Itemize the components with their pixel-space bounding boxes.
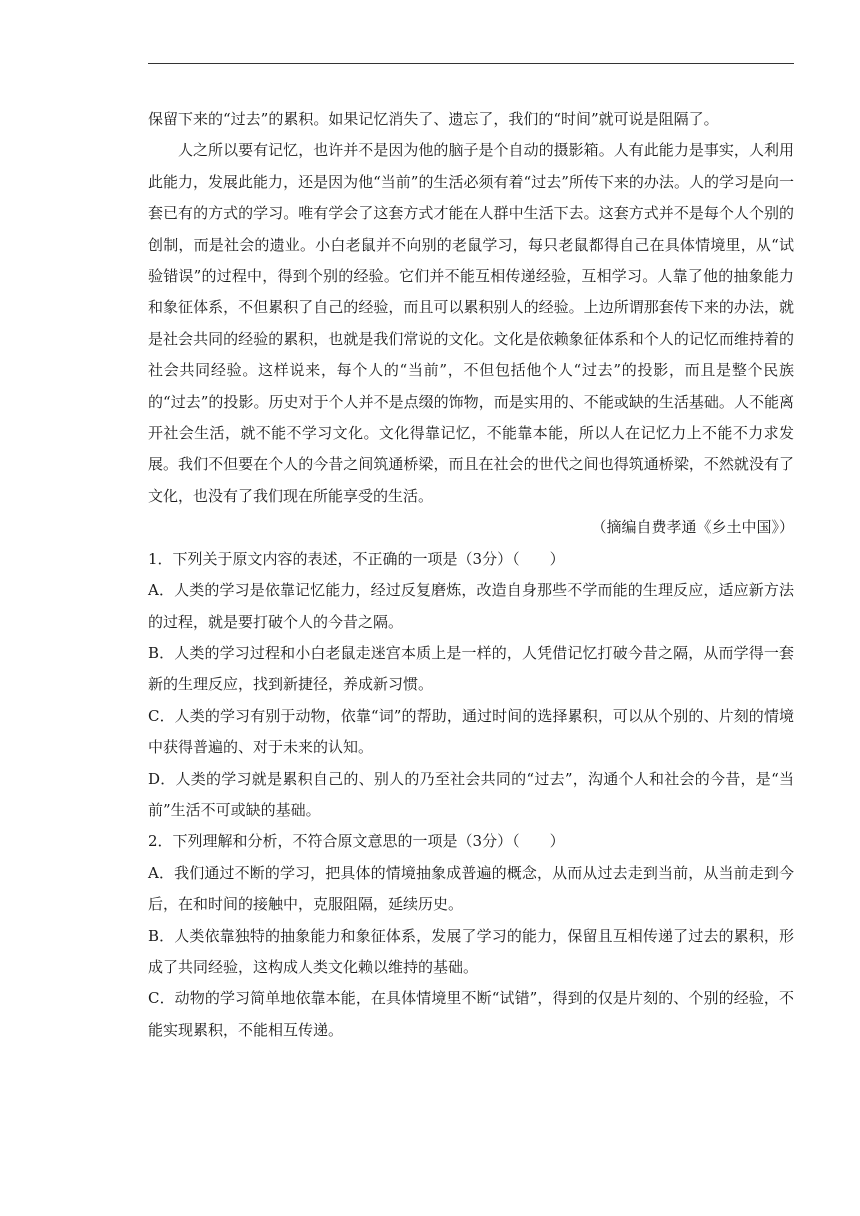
passage-paragraph: 人之所以要有记忆，也许并不是因为他的脑子是个自动的摄影箱。人有此能力是事实，人利用此能力，发展此能力，还是因为他“当前”的生活必须有着“过去”所传下来的办法。人的学习是向一套已有的方式的学习。唯有学会了这套方式才能在人群中生活下去。这套方式并不是每个人个别的创制，而是社会的遗业。小白老鼠并不向别的老鼠学习，每只老鼠都得自己在具体情境里，从“试验错误”的过程中，得到个别的经验。它们并不能互相传递经验，互相学习。人靠了他的抽象能力和象征体系，不但累积了自己的经验，而且可以累积别人的经验。上边所谓那套传下来的办法，就是社会共同的经验的累积，也就是我们常说的文化。文化是依赖象征体系和个人的记忆而维持着的社会共同经验。这样说来，每个人的“当前”，不但包括他个人“过去”的投影，而且是整个民族的“过去”的投影。历史对于个人并不是点缀的饰物，而是实用的、不能或缺的生活基础。人不能离开社会生活，就不能不学习文化。文化得靠记忆，不能靠本能，所以人在记忆力上不能不力求发展。我们不但要在个人的今昔之间筑通桥梁，而且在社会的世代之间也得筑通桥梁，不然就没有了文化，也没有了我们现在所能享受的生活。 bbox=[148, 141, 794, 505]
option-c: C．动物的学习简单地依靠本能，在具体情境里不断“试错”，得到的仅是片刻的、个别的经验，不能实现累积，不能相互传递。 bbox=[148, 989, 794, 1039]
option-b: B．人类依靠独特的抽象能力和象征体系，发展了学习的能力，保留且互相传递了过去的累积，形成了共同经验，这构成人类文化赖以维持的基础。 bbox=[148, 926, 794, 976]
option-c: C．人类的学习有别于动物，依靠“词”的帮助，通过时间的选择累积，可以从个别的、片刻的情境中获得普遍的、对于未来的认知。 bbox=[148, 706, 794, 757]
option-b: B．人类的学习过程和小白老鼠走迷宫本质上是一样的，人凭借记忆打破今昔之隔，从而学得一套新的生理反应，找到新捷径，养成新习惯。 bbox=[148, 643, 794, 694]
passage-source: （摘编自费孝通《乡土中国》） bbox=[591, 518, 794, 537]
question-stem: 1．下列关于原文内容的表述，不正确的一项是（3分）（ ） bbox=[148, 549, 565, 568]
option-a: A．我们通过不断的学习，把具体的情境抽象成普遍的概念，从而从过去走到当前，从当前走到今后，在和时间的接触中，克服阻隔，延续历史。 bbox=[148, 863, 794, 914]
option-a: A．人类的学习是依靠记忆能力，经过反复磨炼，改造自身那些不学而能的生理反应，适应新方法的过程，就是要打破个人的今昔之隔。 bbox=[148, 581, 794, 631]
document-body bbox=[148, 104, 794, 1046]
header-rule bbox=[148, 63, 794, 64]
question-2 bbox=[148, 826, 794, 1046]
question-1 bbox=[148, 544, 794, 827]
option-d: D．人类的学习就是累积自己的、别人的乃至社会共同的“过去”，沟通个人和社会的今昔，是“当前”生活不可或缺的基础。 bbox=[148, 769, 794, 819]
question-stem: 2．下列理解和分析，不符合原文意思的一项是（3分）（ ） bbox=[148, 832, 565, 851]
passage-continuation: 保留下来的“过去”的累积。如果记忆消失了、遗忘了，我们的“时间”就可说是阻隔了。 bbox=[148, 110, 719, 128]
